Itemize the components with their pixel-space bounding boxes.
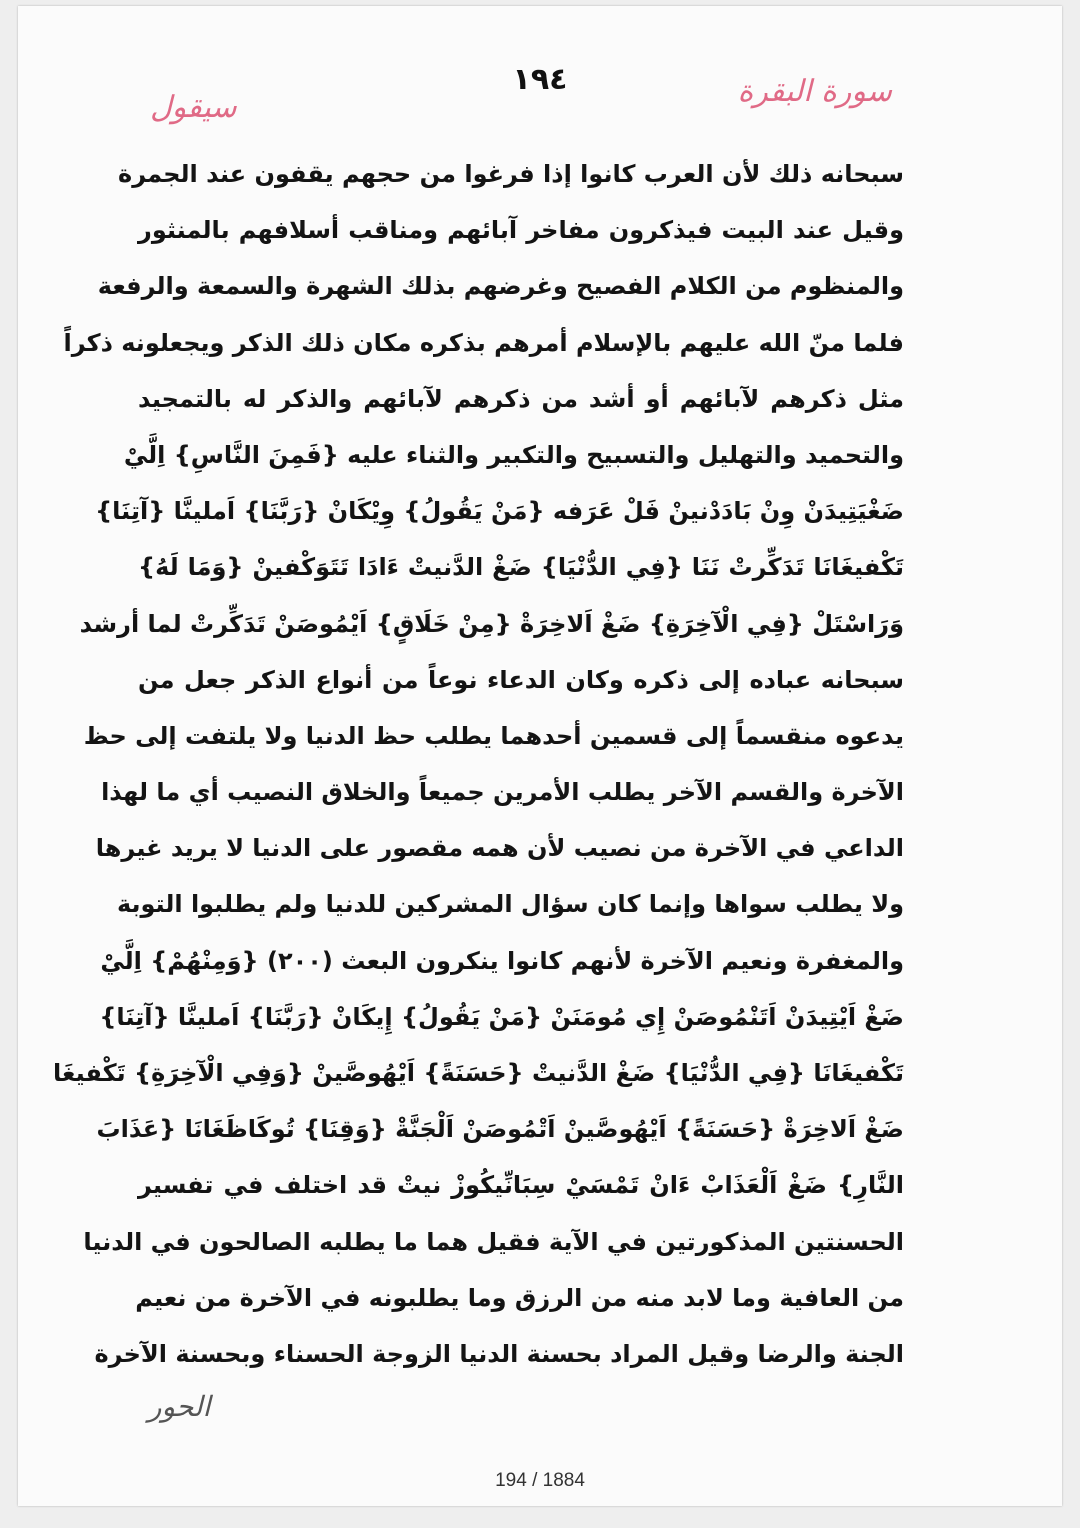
surah-header: سورة البقرة (737, 74, 892, 109)
text-line: وَرَاسْتَلْ {فِي الْآخِرَةِ} ضَغْ اَلاخِرَةْ {مِنْ خَلَاقٍ} اَيْمُوصَنْ تَدَكِّرتْ لما أرشد (79, 609, 904, 638)
text-line: والمغفرة ونعيم الآخرة لأنهم كانوا ينكرون البعث (٢٠٠) {وَمِنْهُمْ} اِلَّيْ (100, 946, 904, 975)
body-text (53, 146, 904, 1382)
text-line: ولا يطلب سواها وإنما كان سؤال المشركين للدنيا ولم يطلبوا التوبة (116, 890, 904, 919)
page-indicator: 194 / 1884 (495, 1470, 585, 1491)
text-line: تَكْفيغَانَا تَدَكِّرتْ نَنَا {فِي الدُّنْيَا} ضَغْ الدَّنيتْ ءَادَا تَتَوَكْفينْ {وَمَا لَهُ} (138, 553, 904, 582)
text-line: الجنة والرضا وقيل المراد بحسنة الدنيا الزوجة الحسناء وبحسنة الآخرة (94, 1339, 904, 1368)
text-line: الحسنتين المذكورتين في الآية فقيل هما ما يطلبه الصالحون في الدنيا (83, 1227, 904, 1256)
page-number: ١٩٤ (512, 62, 568, 97)
text-line: ضَغْ اَيْتِيدَنْ اَتَنْمُوصَنْ إِي مُومَنَنْ {مَنْ يَقُولُ} إِيكَانْ {رَبَّنَا} اَملينَّا {آتِنَا} (99, 1002, 904, 1031)
text-line: فلما منّ الله عليهم بالإسلام أمرهم بذكره مكان ذلك الذكر ويجعلونه ذكراً (63, 328, 904, 357)
section-header: سيقول (150, 90, 237, 125)
text-line: سبحانه عباده إلى ذكره وكان الدعاء نوعاً من أنواع الذكر جعل من (138, 665, 904, 694)
text-line: الآخرة والقسم الآخر يطلب الأمرين جميعاً والخلاق النصيب أي ما لهذا (101, 778, 904, 807)
text-line: من العافية وما لابد منه من الرزق وما يطلبونه في الآخرة من نعيم (135, 1283, 904, 1312)
text-line: ضَغْ اَلاخِرَةْ {حَسَنَةً} اَيْهُوصَّينْ اَتْمُوصَنْ اَلْجَنَّةْ {وَقِنَا} تُوكَاظَغَانَا {عَذَابَ (96, 1115, 904, 1144)
text-line: ضَغْيَتِيدَنْ وِنْ بَادَدْنينْ فَلْ عَرَفه {مَنْ يَقُولُ} وِيْكَانْ {رَبَّنَا} اَملينَّا {آتِنَا} (95, 497, 904, 526)
text-line: سبحانه ذلك لأن العرب كانوا إذا فرغوا من حجهم يقفون عند الجمرة (118, 160, 904, 188)
text-line: والتحميد والتهليل والتسبيح والتكبير والثناء عليه {فَمِنَ النَّاسِ} اِلَّيْ (123, 440, 904, 469)
text-line: وقيل عند البيت فيذكرون مفاخر آبائهم ومناقب أسلافهم بالمنثور (138, 216, 904, 245)
catchword: الحور (148, 1390, 211, 1423)
text-line: يدعوه منقسماً إلى قسمين أحدهما يطلب حظ الدنيا ولا يلتفت إلى حظ (83, 721, 904, 750)
text-line: الداعي في الآخرة من نصيب لأن همه مقصور على الدنيا لا يريد غيرها (95, 834, 904, 863)
text-line: والمنظوم من الكلام الفصيح وغرضهم بذلك الشهرة والسمعة والرفعة (97, 272, 904, 301)
text-line: مثل ذكرهم لآبائهم أو أشد من ذكرهم لآبائهم والذكر له بالتمجيد (138, 384, 904, 413)
text-line: النَّارِ} ضَغْ اَلْعَذَابْ ءَانْ تَمْسَيْ سِبَانِّيكُوزْ نيتْ قد اختلف في تفسير (138, 1171, 904, 1200)
text-line: تَكْفيغَانَا {فِي الدُّنْيَا} ضَغْ الدَّنيتْ {حَسَنَةً} اَيْهُوصَّينْ {وَفِي الْآخِرَةِ} تَكْفيغَا (53, 1059, 904, 1087)
